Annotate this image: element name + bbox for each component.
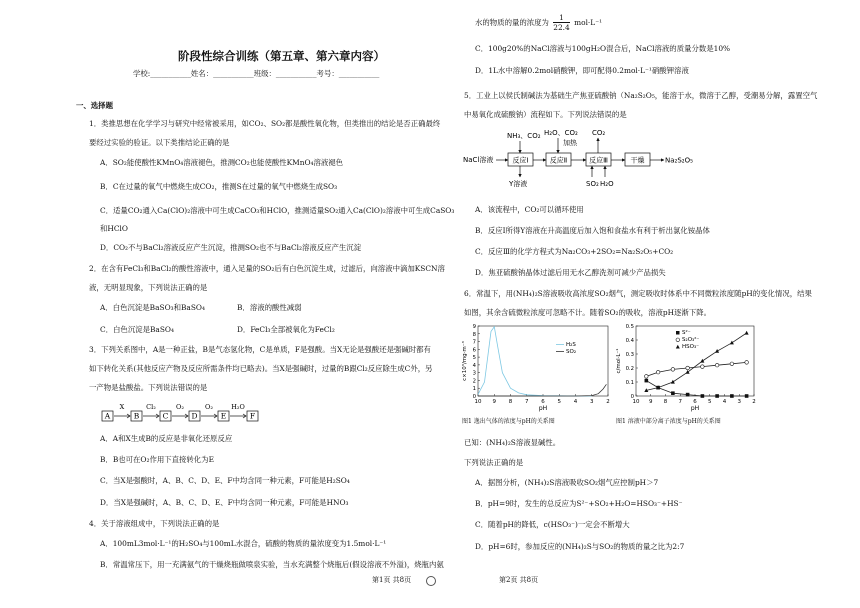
y-tick-label: 9 <box>472 324 476 330</box>
data-point <box>645 375 649 379</box>
data-point <box>701 394 705 398</box>
chain-node-label: F <box>249 411 256 421</box>
y-tick-label: 3 <box>472 370 476 377</box>
data-point <box>686 366 690 370</box>
q6-figure1-chart <box>460 320 620 418</box>
x-tick-label: 7 <box>678 399 682 405</box>
chain-node-label: A <box>104 411 111 421</box>
q6-figure2-chart <box>614 320 764 418</box>
fig2-caption: 图1 溶液中部分离子浓度与pH的关系图 <box>616 418 721 425</box>
flow-top3-label: CO₂ <box>592 129 606 137</box>
q2-option-a: A．白色沉淀是BaSO₃和BaSO₄ <box>100 303 205 312</box>
q3-conversion-chain <box>100 399 260 425</box>
data-point <box>745 331 749 335</box>
x-tick-label: 7 <box>525 399 529 405</box>
chain-node-label: D <box>191 411 198 421</box>
chain-arrow-label: H₂O <box>231 403 245 411</box>
q1-option-d: D．CO₂不与BaCl₂溶液反应产生沉淀，推测SO₂也不与BaCl₂溶液反应产生沉淀 <box>100 243 362 252</box>
q6-option-c: C．随着pH的降低，c(HSO₃⁻)一定会不断增大 <box>475 520 630 529</box>
y-tick-label: 0 <box>630 394 634 400</box>
q5-option-d: D．焦亚硫酸钠晶体过滤后用无水乙醇洗剂可减少产品损失 <box>475 268 666 277</box>
flow-so2-label: SO₂ <box>586 180 599 188</box>
legend-label: H₂S <box>566 342 576 348</box>
chain-arrow-label: X <box>119 403 125 411</box>
data-point <box>701 365 705 369</box>
fig1-caption: 图1 逸出气体的浓度与pH的关系图 <box>462 418 555 425</box>
series-line <box>646 381 746 396</box>
student-info-line: 学校:___________姓名：___________班级：___________考号：___________ <box>133 69 380 78</box>
svg-text:反应Ⅲ: 反应Ⅲ <box>589 156 608 165</box>
section-heading: 一、选择题 <box>76 101 113 110</box>
y-tick-label: 0.4 <box>625 338 634 344</box>
q6-known: 已知：(NH₄)₂S溶液显碱性。 <box>464 438 561 447</box>
x-tick-label: 10 <box>474 399 482 405</box>
legend-label: S₂O₃²⁻ <box>682 337 700 343</box>
y-tick-label: 8 <box>472 331 476 338</box>
svg-text:反应Ⅰ: 反应Ⅰ <box>512 156 529 165</box>
legend-marker <box>676 331 680 335</box>
series-line <box>478 384 606 396</box>
q3-option-d: D．当X是强碱时，A、B、C、D、E、F中均含同一种元素，F可能是HNO₃ <box>100 498 349 507</box>
data-point <box>715 394 719 398</box>
data-point <box>700 359 704 363</box>
x-tick-label: 4 <box>722 399 727 405</box>
q5-stem-line1: 5．工业上以侯氏制碱法为基础生产焦亚硫酸钠（Na₂S₂O₅，能溶于水，微溶于乙醇，受潮易分解，露置空气 <box>464 91 818 100</box>
flow-bottom1-label: Y溶液 <box>509 180 528 188</box>
flow-top1-label: NH₃、CO₂ <box>507 132 541 140</box>
q6-ask: 下列说法正确的是 <box>464 458 524 467</box>
x-tick-label: 2 <box>752 399 756 405</box>
page-title: 阶段性综合训练（第五章、第六章内容） <box>178 49 385 63</box>
data-point <box>745 394 749 398</box>
x-tick-label: 8 <box>663 399 668 405</box>
data-point <box>645 379 649 383</box>
q3-stem-line2: 如下转化关系(其他反应产物及反应所需条件均已略去)。当X是强碱时，过量的B跟Cl₂反应除生成C外，另 <box>89 364 433 373</box>
q1-option-b: B．C在过量的氧气中燃烧生成CO₂，推测S在过量的氧气中燃烧生成SO₃ <box>100 182 338 191</box>
y-tick-label: 0.1 <box>625 380 634 386</box>
legend-label: SO₂ <box>566 349 577 355</box>
q6-option-b: B．pH=9时，发生的总反应为S²⁻+SO₂+H₂O=HSO₃⁻+HS⁻ <box>475 499 683 508</box>
q1-stem-line1: 1．类推思想在化学学习与研究中经常被采用，如CO₂、SO₂都是酸性氧化物，但类推出的结论是否正确最终 <box>89 119 441 128</box>
x-axis-label: pH <box>538 405 548 412</box>
y-tick-label: 2 <box>472 378 476 385</box>
x-tick-label: 3 <box>590 399 594 405</box>
x-tick-label: 5 <box>557 399 561 405</box>
q6-option-d: D．pH=6时，参加反应的(NH₄)₂S与SO₂的物质的量之比为2:7 <box>475 542 685 551</box>
chain-arrow-label: Cl₂ <box>146 403 156 411</box>
q4-option-d: D．1L水中溶解0.2mol硝酸钾，即可配得0.2mol·L⁻¹硝酸钾溶液 <box>475 66 689 75</box>
y-tick-label: 0.3 <box>625 352 634 358</box>
x-axis-label: pH <box>690 405 700 412</box>
q1-option-c-cont: 和HClO <box>100 224 128 233</box>
q4-option-c: C．100g20%的NaCl溶液与100gH₂O混合后，NaCl溶液的质量分数是10% <box>475 44 731 53</box>
data-point <box>715 363 719 367</box>
q5-option-c: C．反应Ⅲ的化学方程式为Na₂CO₃+2SO₂=Na₂S₂O₅+CO₂ <box>475 247 674 256</box>
legend-label: S²⁻ <box>682 330 691 336</box>
chain-arrow-label: O₂ <box>176 403 184 411</box>
y-tick-label: 5 <box>472 355 476 362</box>
q3-stem-line3: 一产物是盐酸盐。下列说法错误的是 <box>89 383 208 392</box>
q5-option-b: B．反应Ⅰ所得Y溶液在升高温度后加入饱和食盐水有利于析出氯化铵晶体 <box>475 226 710 235</box>
x-tick-label: 9 <box>492 399 496 405</box>
page-footer-left: 第1页 共8页 <box>372 576 412 584</box>
y-tick-label: 4 <box>472 362 476 369</box>
q3-option-c: C．当X是强酸时，A、B、C、D、E、F中均含同一种元素，F可能是H₂SO₄ <box>100 476 350 485</box>
y-tick-label: 1 <box>472 386 476 393</box>
q4-option-a: A．100mL3mol·L⁻¹的H₂SO₄与100mL水混合，硫酸的物质的量浓度变为1.5mol·L⁻¹ <box>100 539 387 548</box>
x-tick-label: 6 <box>541 399 545 405</box>
flow-top2-label: H₂O、CO₂ <box>544 129 578 137</box>
y-tick-label: 0 <box>472 394 476 400</box>
fraction: $\frac{1}{22.4}$ <box>553 13 570 33</box>
x-tick-label: 2 <box>606 399 610 405</box>
plot-frame <box>478 326 608 396</box>
data-point <box>671 391 675 395</box>
q4-option-b: B．常温常压下，用一充满氨气的干燥烧瓶做喷泉实验，当水充满整个烧瓶后(假设溶液不外溢)，烧瓶内氨 <box>100 560 444 569</box>
q2-option-c: C．白色沉淀是BaSO₄ <box>100 325 174 334</box>
y-tick-label: 7 <box>472 339 476 346</box>
legend-marker <box>676 345 680 349</box>
flow-h2o-label: H₂O <box>600 180 614 188</box>
chain-node-label: B <box>133 411 140 421</box>
x-tick-label: 8 <box>508 399 513 405</box>
legend-label: HSO₃⁻ <box>682 344 700 350</box>
q5-option-a: A．该流程中，CO₂可以循环使用 <box>475 205 584 214</box>
q6-stem-line1: 6．常温下，用(NH₄)₂S溶液吸收高浓度SO₂烟气，测定吸收时体系中不同微粒浓度随pH的变化情况，结果 <box>464 289 812 298</box>
legend-marker <box>676 338 680 342</box>
flow-input-label: NaCl溶液 <box>463 156 494 164</box>
q6-stem-line2: 如图，其余含硫微粒浓度可忽略不计。随着SO₂的吸收，溶液pH逐渐下降。 <box>464 308 711 317</box>
y-axis-label: c×10³/mg·m⁻³ <box>462 341 468 381</box>
chain-node-label: C <box>162 411 169 421</box>
flow-output-label: Na₂S₂O₅ <box>665 156 693 165</box>
x-tick-label: 5 <box>708 399 712 405</box>
q1-stem-line2: 要经过实验的验证。以下类推结论正确的是 <box>89 138 230 147</box>
svg-text:干燥: 干燥 <box>630 156 645 165</box>
data-point <box>686 370 690 374</box>
x-tick-label: 9 <box>649 399 653 405</box>
data-point <box>715 349 719 353</box>
q3-option-b: B．B也可在O₂作用下直接转化为E <box>100 455 214 464</box>
q6-option-a: A．据图分析，(NH₄)₂S溶液吸收SO₂烟气应控制pH＞7 <box>475 478 659 487</box>
q2-option-b: B．溶液的酸性减弱 <box>237 303 302 312</box>
q5-process-flowchart <box>462 125 732 189</box>
q1-option-c: C．适量CO₂通入Ca(ClO)₂溶液中可生成CaCO₃和HClO，推测适量SO₂通入Ca(ClO)₂溶液中可生成CaSO₃ <box>100 206 455 215</box>
page-footer-right: 第2页 共8页 <box>499 576 539 584</box>
chain-node-label: E <box>220 411 227 421</box>
q5-stem-line2: 中易氧化成硫酸钠）流程如下。下列说法错误的是 <box>464 110 627 119</box>
data-point <box>730 341 734 345</box>
q2-option-d: D．FeCl₃全部被氧化为FeCl₂ <box>237 325 335 334</box>
x-tick-label: 4 <box>573 399 578 405</box>
data-point <box>656 370 660 374</box>
q4-stem: 4．关于溶液组成中，下列说法正确的是 <box>89 519 220 528</box>
data-point <box>730 394 734 398</box>
x-tick-label: 3 <box>737 399 741 405</box>
q3-option-a: A．A和X生成B的反应是非氧化还原反应 <box>100 434 233 443</box>
data-point <box>730 362 734 366</box>
data-point <box>671 368 675 372</box>
series-line <box>478 327 592 396</box>
data-point <box>671 380 675 384</box>
data-point <box>745 361 749 365</box>
q2-stem-line1: 2．在含有FeCl₃和BaCl₂的酸性溶液中，通入足量的SO₂后有白色沉淀生成，过滤后，向溶液中滴加KSCN溶 <box>89 264 445 273</box>
q2-stem-line2: 液，无明显现象，下列说法正确的是 <box>89 283 208 292</box>
x-tick-label: 6 <box>693 399 697 405</box>
q4-b-continued: 水的物质的量的浓度为 $\frac{1}{22.4}$ mol·L⁻¹ <box>475 13 603 33</box>
svg-text:反应Ⅱ: 反应Ⅱ <box>549 156 568 165</box>
x-tick-label: 10 <box>632 399 640 405</box>
chain-arrow-label: O₂ <box>205 403 213 411</box>
y-axis-label: c/mol·L⁻¹ <box>616 348 622 374</box>
q3-stem-line1: 3．下列关系图中，A是一种正盐，B是气态氢化物，C是单质，F是强酸。当X无论是强酸还是强碱时都有 <box>89 345 431 354</box>
y-tick-label: 6 <box>472 347 476 354</box>
page-binding-dot <box>426 576 436 586</box>
q1-option-a: A．SO₂能使酸性KMnO₄溶液褪色，推测CO₂也能使酸性KMnO₄溶液褪色 <box>100 158 344 167</box>
flow-heat-label: 加热 <box>563 139 577 147</box>
y-tick-label: 0.5 <box>625 324 634 330</box>
data-point <box>686 393 690 397</box>
y-tick-label: 0.2 <box>625 366 634 372</box>
